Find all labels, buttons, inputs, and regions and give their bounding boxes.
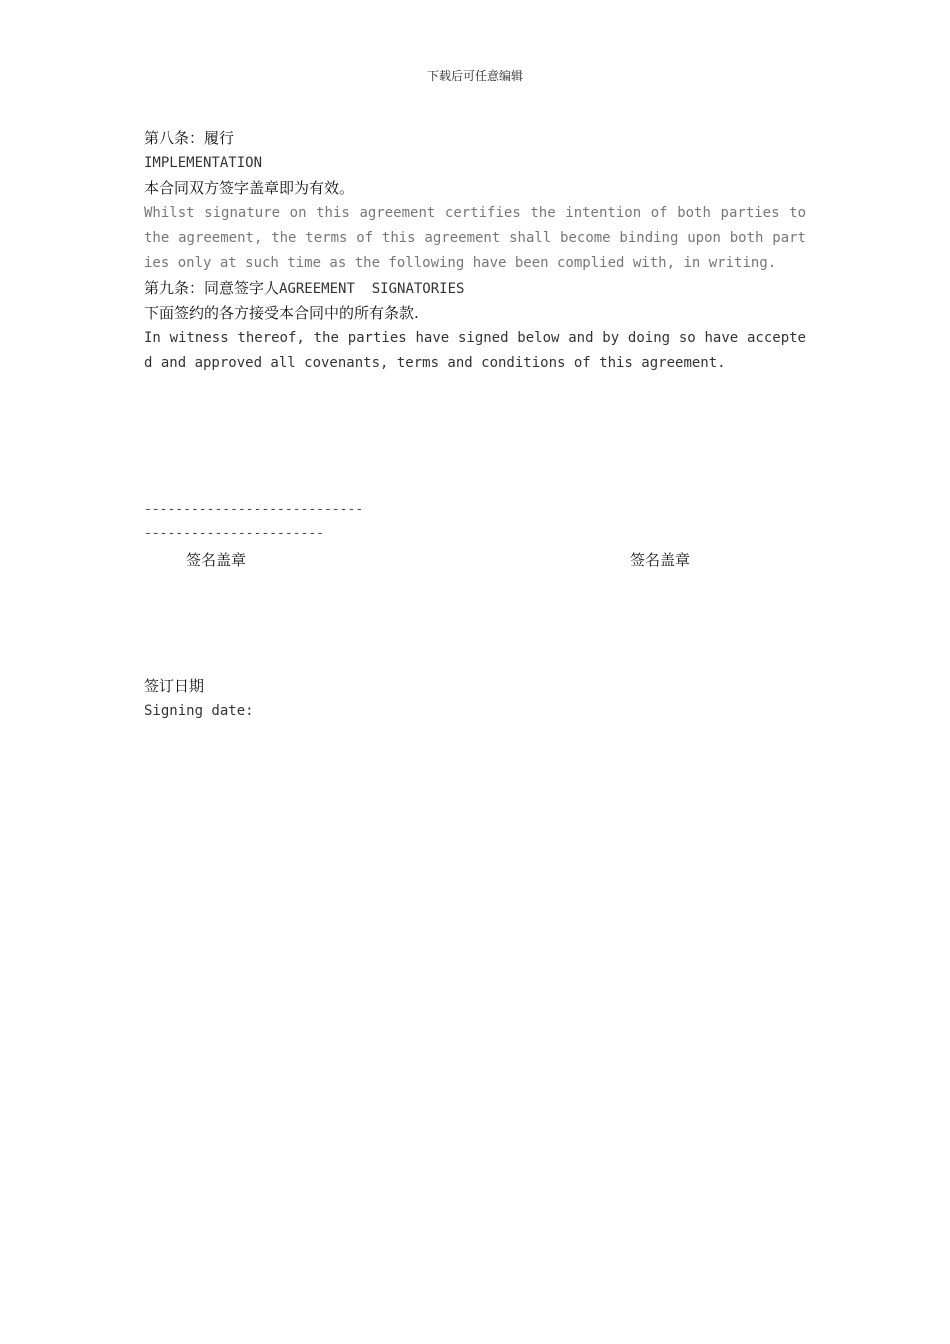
article-9-body-cn: 下面签约的各方接受本合同中的所有条款. bbox=[144, 304, 419, 322]
page-header: 下载后可任意编辑 bbox=[426, 69, 523, 83]
article-8-title-en: IMPLEMENTATION bbox=[144, 155, 263, 171]
signature-label-right: 签名盖章 bbox=[630, 551, 691, 569]
article-9-title-en: AGREEMENT SIGNATORIES bbox=[279, 281, 465, 297]
signature-lines bbox=[144, 498, 363, 546]
article-8-title: 第八条：履行 bbox=[144, 129, 235, 147]
article-9-title-cn: 第九条：同意签字人 bbox=[144, 279, 280, 297]
signing-date-block bbox=[144, 674, 254, 724]
document-body bbox=[144, 126, 806, 376]
signing-date-label-en: Signing date: bbox=[144, 703, 254, 719]
signing-date-label-cn: 签订日期 bbox=[144, 677, 205, 695]
article-8-body-en: Whilst signature on this agreement certifies the intention of both parties to the agreement, the terms of this agreement shall become binding upon both parties only at such time as the following have been complied with, in writing. bbox=[144, 205, 806, 271]
article-8-body-cn: 本合同双方签字盖章即为有效。 bbox=[144, 179, 355, 197]
signature-line-1: ---------------------------- bbox=[144, 502, 364, 517]
signature-label-left: 签名盖章 bbox=[186, 551, 247, 569]
signature-line-2: ----------------------- bbox=[144, 526, 325, 541]
article-9-body-en: In witness thereof, the parties have signed below and by doing so have accepted and approved all covenants, terms and conditions of this agreement. bbox=[144, 330, 806, 371]
article-9-title bbox=[144, 276, 806, 301]
